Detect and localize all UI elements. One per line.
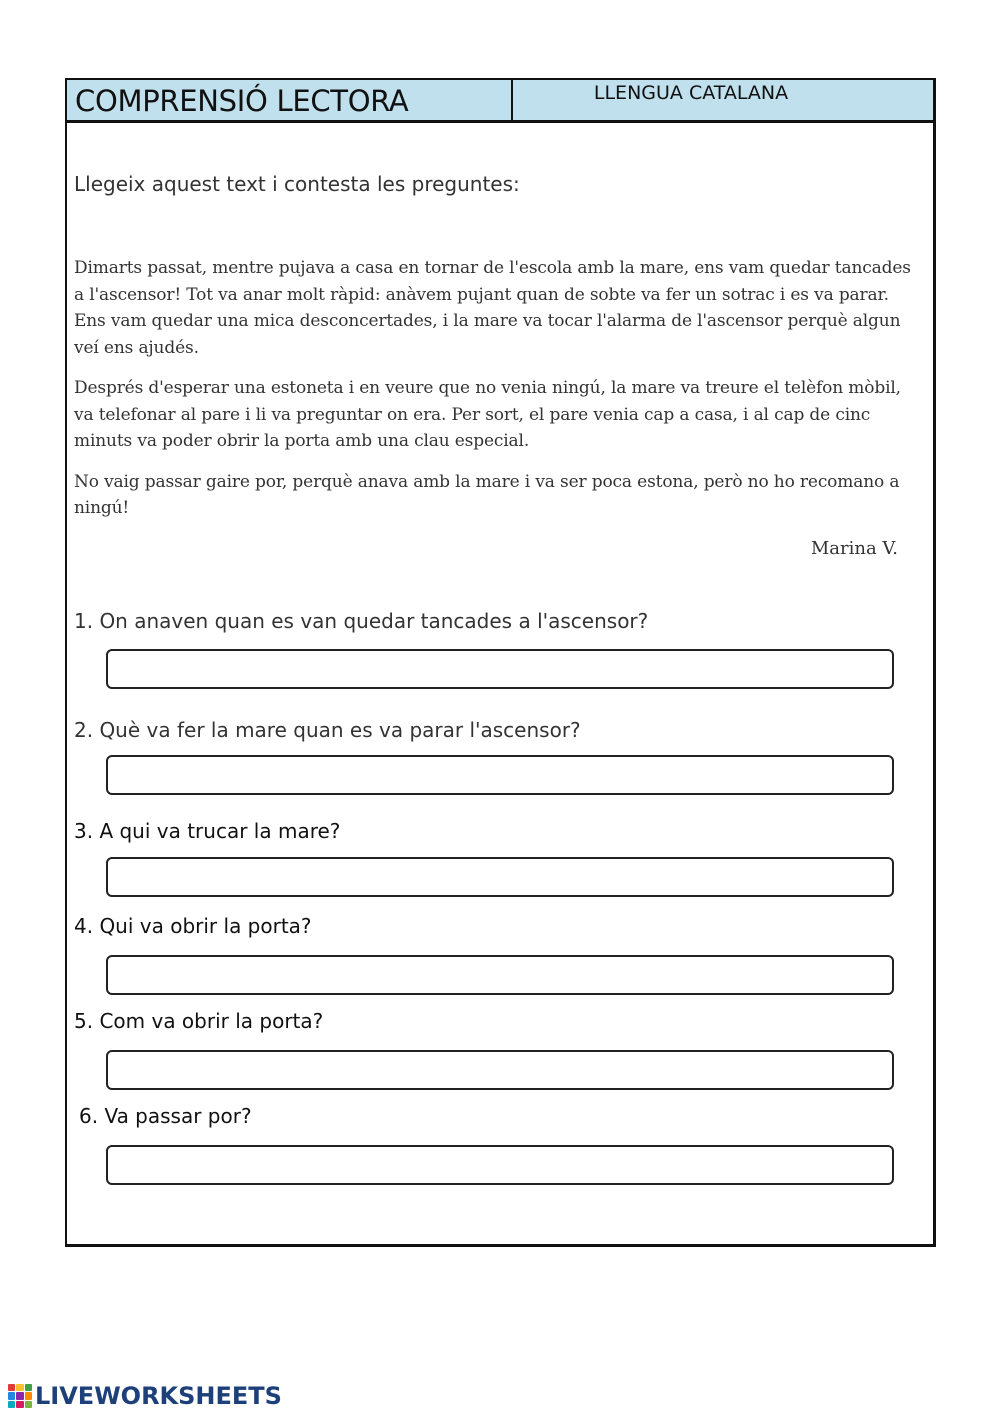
author-signature: Marina V. [810, 538, 898, 559]
logo-tile [16, 1392, 23, 1399]
question-5-label: 5. Com va obrir la porta? [74, 1009, 324, 1033]
liveworksheets-logo[interactable] [8, 1381, 282, 1411]
question-3-label: 3. A qui va trucar la mare? [74, 819, 341, 843]
logo-tile [8, 1401, 15, 1408]
answer-1-input[interactable] [106, 649, 894, 689]
answer-3-input[interactable] [106, 857, 894, 897]
answer-6-input[interactable] [106, 1145, 894, 1185]
logo-tile [25, 1392, 32, 1399]
answer-5-input[interactable] [106, 1050, 894, 1090]
logo-tile [16, 1384, 23, 1391]
brand-name: LIVEWORKSHEETS [35, 1382, 282, 1410]
header-title-cell [67, 80, 513, 120]
subject-label: LLENGUA CATALANA [593, 82, 789, 104]
question-1-label: 1. On anaven quan es van quedar tancades a l'ascensor? [74, 609, 649, 633]
logo-grid-icon [8, 1384, 32, 1408]
reading-paragraph: No vaig passar gaire por, perquè anava amb la mare i va ser poca estona, però no ho recomano a ningú! [74, 471, 900, 518]
reading-paragraph: Dimarts passat, mentre pujava a casa en tornar de l'escola amb la mare, ens vam quedar tancades a l'ascensor! Tot va anar molt ràpid: anàvem pujant quan de sobte va fer un sotrac i es va parar. Ens vam quedar una mica desconcertades, i la mare va tocar l'alarma de l'ascensor perquè algun veí ens ajudés. [74, 258, 911, 358]
logo-tile [16, 1401, 23, 1408]
reading-text [74, 255, 919, 536]
logo-tile [25, 1384, 32, 1391]
instruction-text: Llegeix aquest text i contesta les preguntes: [74, 172, 520, 196]
logo-tile [8, 1392, 15, 1399]
reading-paragraph: Després d'esperar una estoneta i en veure que no venia ningú, la mare va treure el telèfon mòbil, va telefonar al pare i li va preguntar on era. Per sort, el pare venia cap a casa, i al cap de cinc minuts va poder obrir la porta amb una clau especial. [74, 378, 901, 451]
answer-2-input[interactable] [106, 755, 894, 795]
question-2-label: 2. Què va fer la mare quan es va parar l'ascensor? [74, 718, 581, 742]
question-4-label: 4. Qui va obrir la porta? [74, 914, 312, 938]
question-6-label: 6. Va passar por? [79, 1104, 252, 1128]
logo-tile [8, 1384, 15, 1391]
page-title: COMPRENSIÓ LECTORA [75, 84, 409, 118]
answer-4-input[interactable] [106, 955, 894, 995]
logo-tile [25, 1401, 32, 1408]
